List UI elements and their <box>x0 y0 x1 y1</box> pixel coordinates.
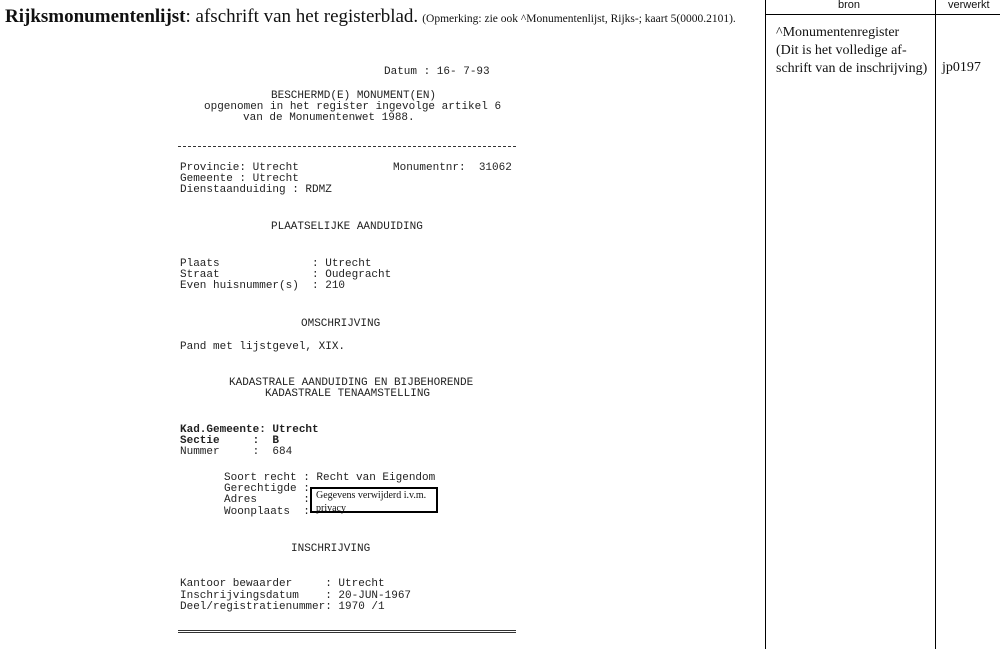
gemeente-field: Gemeente : Utrecht <box>180 173 299 185</box>
bron-column-label: bron <box>838 0 861 11</box>
adres-label: Adres : <box>224 494 310 506</box>
column-header-rule <box>765 14 1000 15</box>
kantoor-field: Kantoor bewaarder : Utrecht <box>180 578 385 590</box>
dashed-divider <box>178 146 516 147</box>
doc-title: opgenomen in het register ingevolge artikel 6 <box>204 101 502 113</box>
section-heading: KADASTRALE AANDUIDING EN BIJBEHORENDE <box>229 377 474 389</box>
deel-field: Deel/registratienummer: 1970 /1 <box>180 601 385 613</box>
card-header <box>5 6 736 28</box>
header-note: (Opmerking: zie ook ^Monumentenlijst, Rijks-; kaart 5(0000.2101). <box>422 13 736 25</box>
header-title: Rijksmonumentenlijst <box>5 6 186 27</box>
bron-value <box>776 24 936 78</box>
provincie-field: Provincie: Utrecht <box>180 162 299 174</box>
nummer-field: Nummer : 684 <box>180 446 293 458</box>
kad-gemeente-field: Kad.Gemeente: Utrecht <box>180 424 319 436</box>
verwerkt-value: jp0197 <box>942 60 981 75</box>
soort-recht-field: Soort recht : Recht van Eigendom <box>224 472 436 484</box>
section-heading: KADASTRALE TENAAMSTELLING <box>265 388 431 400</box>
doc-title: BESCHERMD(E) MONUMENT(EN) <box>271 90 437 102</box>
sectie-field: Sectie : B <box>180 435 280 447</box>
monumentnr-field: Monumentnr: 31062 <box>393 162 512 174</box>
verwerkt-column-label: verwerkt <box>948 0 990 11</box>
dienst-field: Dienstaanduiding : RDMZ <box>180 184 332 196</box>
inschrijvingsdatum-field: Inschrijvingsdatum : 20-JUN-1967 <box>180 590 412 602</box>
doc-date: Datum : 16- 7-93 <box>384 66 490 78</box>
doc-title: van de Monumentenwet 1988. <box>243 112 415 124</box>
straat-field: Straat : Oudegracht <box>180 269 392 281</box>
privacy-redaction-box: Gegevens verwijderd i.v.m. privacy <box>310 487 438 513</box>
section-heading: INSCHRIJVING <box>291 543 371 555</box>
plaats-field: Plaats : Utrecht <box>180 258 372 270</box>
column-divider <box>765 0 766 649</box>
gerechtigde-label: Gerechtigde : <box>224 483 310 495</box>
bron-line: ^Monumentenregister <box>776 25 900 40</box>
description-text: Pand met lijstgevel, XIX. <box>180 341 346 353</box>
section-heading: PLAATSELIJKE AANDUIDING <box>271 221 423 233</box>
column-divider <box>935 0 936 649</box>
header-subtitle: : afschrift van het registerblad. <box>185 6 419 27</box>
bron-line: (Dit is het volledige af- <box>776 43 907 58</box>
double-divider <box>178 630 516 633</box>
section-heading: OMSCHRIJVING <box>301 318 381 330</box>
huisnummer-field: Even huisnummer(s) : 210 <box>180 280 346 292</box>
woonplaats-label: Woonplaats : <box>224 506 310 518</box>
bron-line: schrift van de inschrijving) <box>776 61 928 76</box>
